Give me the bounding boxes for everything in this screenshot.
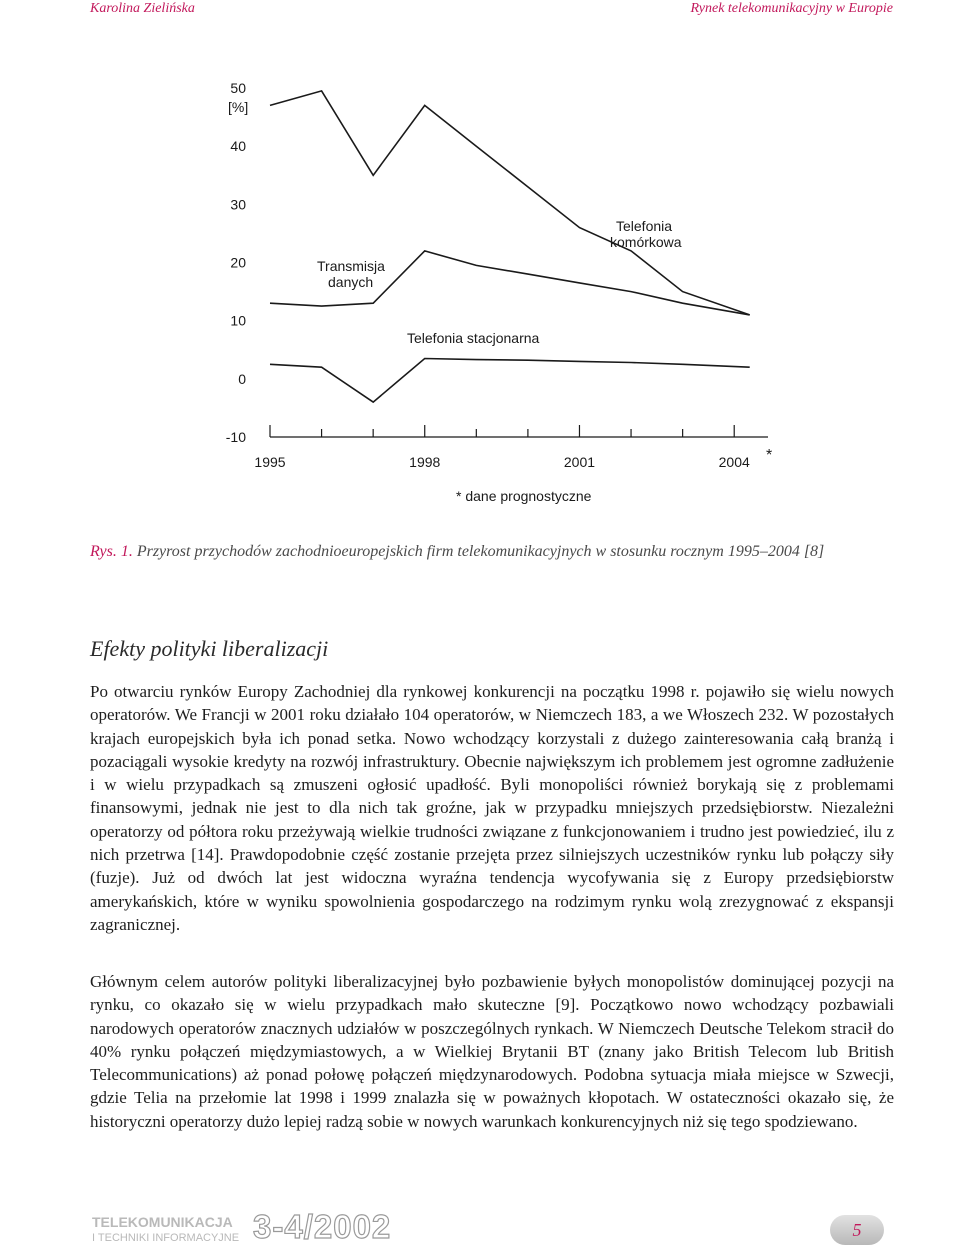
header-author: Karolina Zielińska — [90, 1, 195, 16]
y-tick-label: 50 — [230, 80, 246, 96]
annotation-transmisja-line1: Transmisja — [317, 258, 385, 274]
annotation-stacjonarna: Telefonia stacjonarna — [407, 330, 540, 346]
figure-label: Rys. 1. — [90, 543, 133, 560]
journal-brand-line2: I TECHNIKI INFORMACYJNE — [92, 1232, 240, 1244]
y-axis-label: [%] — [228, 99, 249, 115]
issue-number: 3-4/2002 — [253, 1208, 392, 1245]
x-axis — [254, 425, 768, 470]
x-tick-label: 2004 — [718, 454, 750, 470]
x-tick-label: 2001 — [563, 454, 596, 470]
x-tick-label: 1998 — [409, 454, 441, 470]
revenue-growth-chart — [200, 70, 800, 510]
chart-footnote: * dane prognostyczne — [456, 488, 592, 504]
running-header — [90, 0, 893, 24]
y-tick-label: 0 — [238, 370, 246, 387]
annotation-komorkowa-line2: komórkowa — [610, 234, 682, 250]
section-title: Efekty polityki liberalizacji — [90, 636, 329, 661]
y-tick-label: 30 — [230, 196, 246, 213]
x-axis-marker: * — [766, 447, 773, 464]
y-tick-label: 20 — [230, 254, 246, 271]
x-tick-label: 1995 — [254, 454, 286, 470]
paragraph-1: Po otwarciu rynków Europy Zachodniej dla rynkowej konkurencji na początku 1998 r. pojawiło się wielu nowych operatorów. We Francji w 2001 roku działało 104 operatorów, w Niemczech 183, a we Włoszech 232. W pozostałych krajach europejskich była ich ponad setka. Nowo wchodzący korzystali z dużego zainteresowania całą branżą i pozaciągali wysokie kredyty na rozwój infrastruktury. Obecnie największym ich problemem jest ogromne zadłużenie i w wielu przypadkach są zmuszeni ogłosić upadłość. Byli monopoliści również borykają się z problemami finansowymi, jednak nie jest to dla nich tak groźne, jak w przypadku mniejszych przedsiębiorstw. Niezależni operatorzy od półtora roku przeżywają wielkie trudności związane z funkcjonowaniem i trudno jest powiedzieć, ilu z nich przetrwa [14]. Prawdopodobnie część zostanie przejęta przez silniejszych uczestników rynku lub połączy siły (fuzje). Już od dwóch lat jest widoczna wyraźna tendencja wycofywania się z Europy przedsiębiorstw amerykańskich, które w wyniku spowolnienia gospodarczego na rodzimym rynku wolą zrezygnować z ekspansji zagranicznej. — [90, 682, 894, 934]
journal-brand-line1: TELEKOMUNIKACJA — [92, 1214, 233, 1230]
series-line-telefonia-stacjonarna — [270, 359, 750, 403]
annotation-transmisja-line2: danych — [328, 274, 374, 290]
y-tick-label: 40 — [230, 138, 246, 155]
figure-caption-text: Przyrost przychodów zachodnioeuropejskich firm telekomunikacyjnych w stosunku rocznym 1995–2004 [8] — [136, 543, 825, 560]
y-axis-ticks — [225, 80, 249, 445]
y-tick-label: 10 — [230, 312, 246, 329]
y-tick-label: -10 — [225, 429, 246, 445]
annotation-komorkowa-line1: Telefonia — [616, 218, 673, 234]
paragraph-2: Głównym celem autorów polityki liberalizacyjnej było pozbawienie byłych monopolistów dominującej pozycji na rynku, co okazało się w wielu przypadkach mało skuteczne [9]. Początkowo nowo wchodzący pozbawiali narodowych operatorów znacznych udziałów w poszczególnych rynkach. W Niemczech Deutsche Telekom stracił do 40% rynku połączeń międzymiastowych, a w Wielkiej Brytanii BT (znany jako British Telecom lub British Telecommunications) aż ponad połowę połączeń międzynarodowych. Podobna sytuacja miała miejsce w Szwecji, gdzie Telia na przełomie lat 1998 i 1999 znalazła się w poważnych kłopotach. W ostateczności okazało się, że historyczni operatorzy dużo lepiej radzą sobie w nowych warunkach konkurencyjnych niż się tego spodziewano. — [90, 972, 894, 1131]
page-number: 5 — [830, 1215, 884, 1245]
header-title: Rynek telekomunikacyjny w Europie — [690, 1, 893, 16]
figure-caption — [90, 540, 890, 563]
